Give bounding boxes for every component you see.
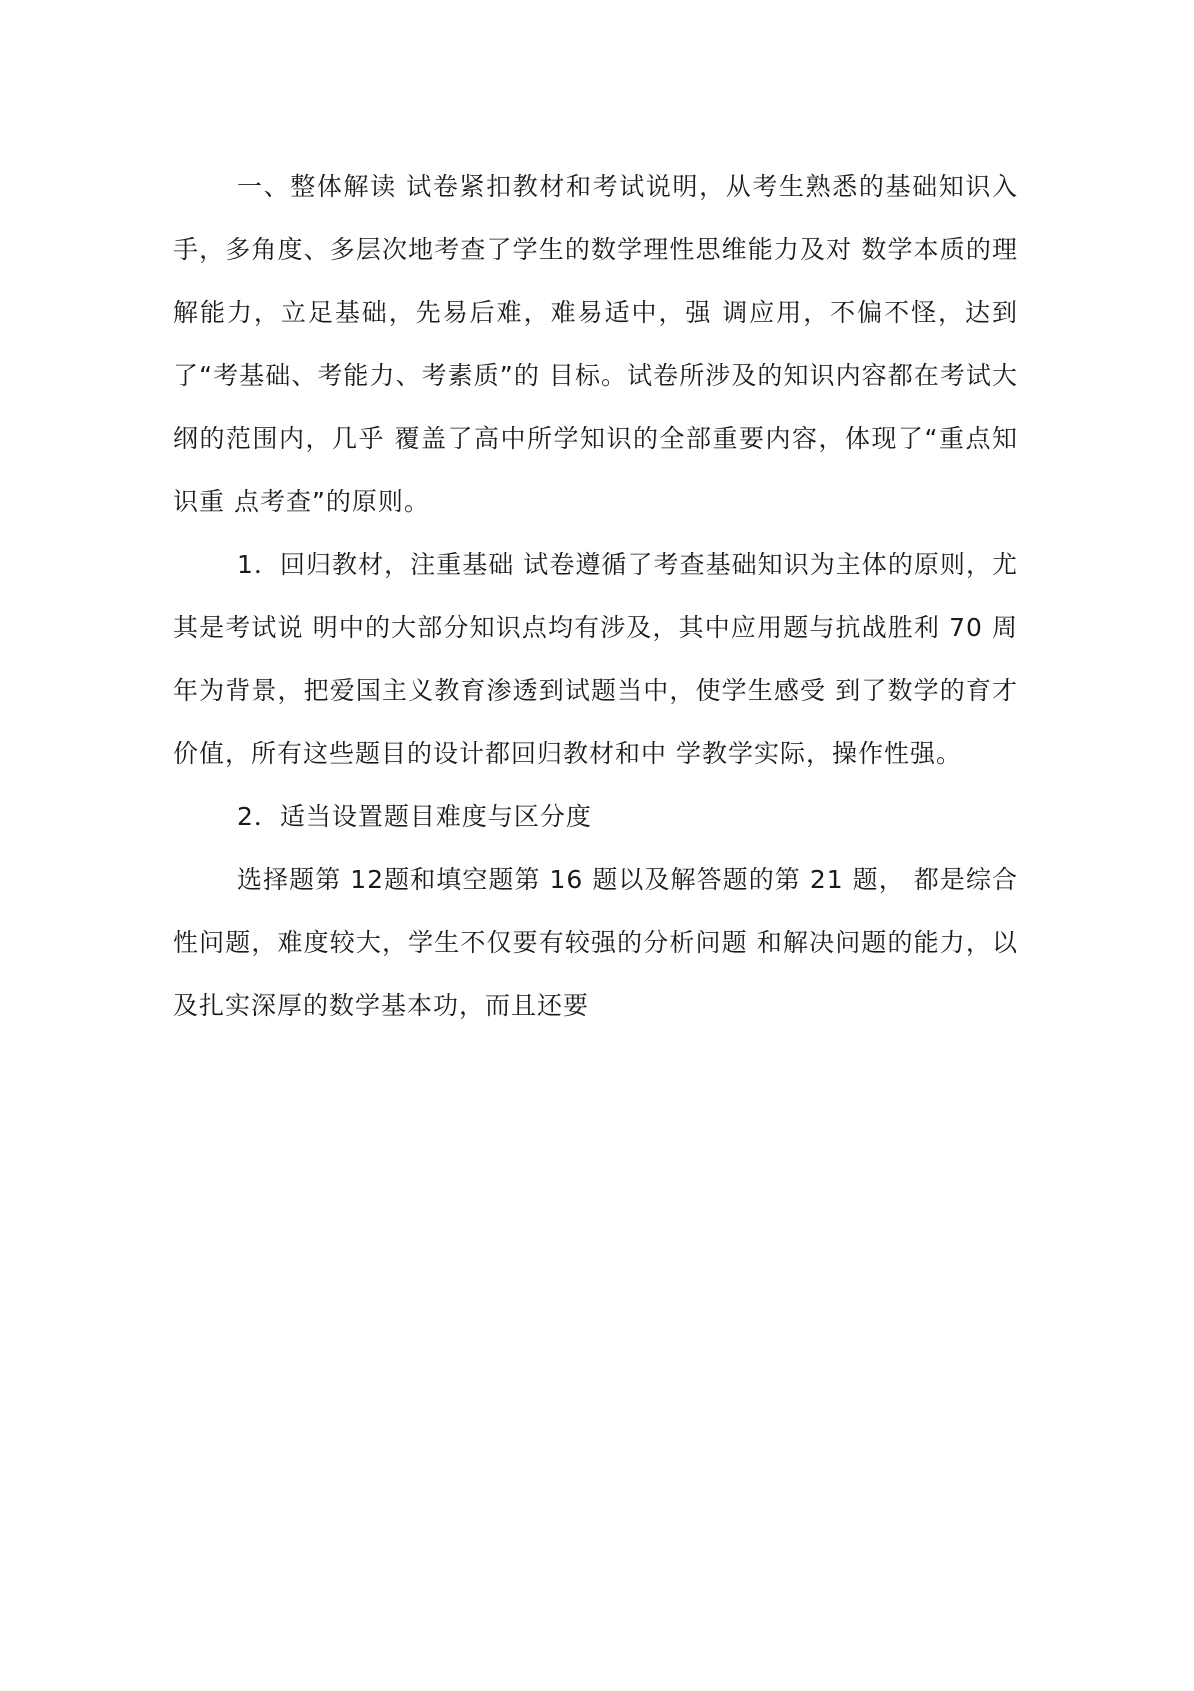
document-body xyxy=(173,155,1018,1037)
paragraph-return-to-textbook: 1．回归教材，注重基础 试卷遵循了考查基础知识为主体的原则，尤其是考试说 明中的大部分知识点均有涉及，其中应用题与抗战胜利 70 周年为背景，把爱国主义教育渗透到试题当中，使学生感受 到了数学的育才价值，所有这些题目的设计都回归教材和中 学教学实际，操作性强。 xyxy=(173,550,1018,768)
paragraph-difficulty-detail: 选择题第 12题和填空题第 16 题以及解答题的第 21 题， 都是综合性问题，难度较大，学生不仅要有较强的分析问题 和解决问题的能力，以及扎实深厚的数学基本功，而且还要 xyxy=(173,865,1018,1020)
paragraph-overall-interpretation: 一、整体解读 试卷紧扣教材和考试说明，从考生熟悉的基础知识入 手，多角度、多层次地考查了学生的数学理性思维能力及对 数学本质的理解能力，立足基础，先易后难，难易适中，强 调应用，不偏不怪，达到了“考基础、考能力、考素质”的 目标。试卷所涉及的知识内容都在考试大纲的范围内，几乎 覆盖了高中所学知识的全部重要内容，体现了“重点知识重 点考查”的原则。 xyxy=(173,172,1018,516)
paragraph-difficulty-heading: 2．适当设置题目难度与区分度 xyxy=(237,802,592,831)
